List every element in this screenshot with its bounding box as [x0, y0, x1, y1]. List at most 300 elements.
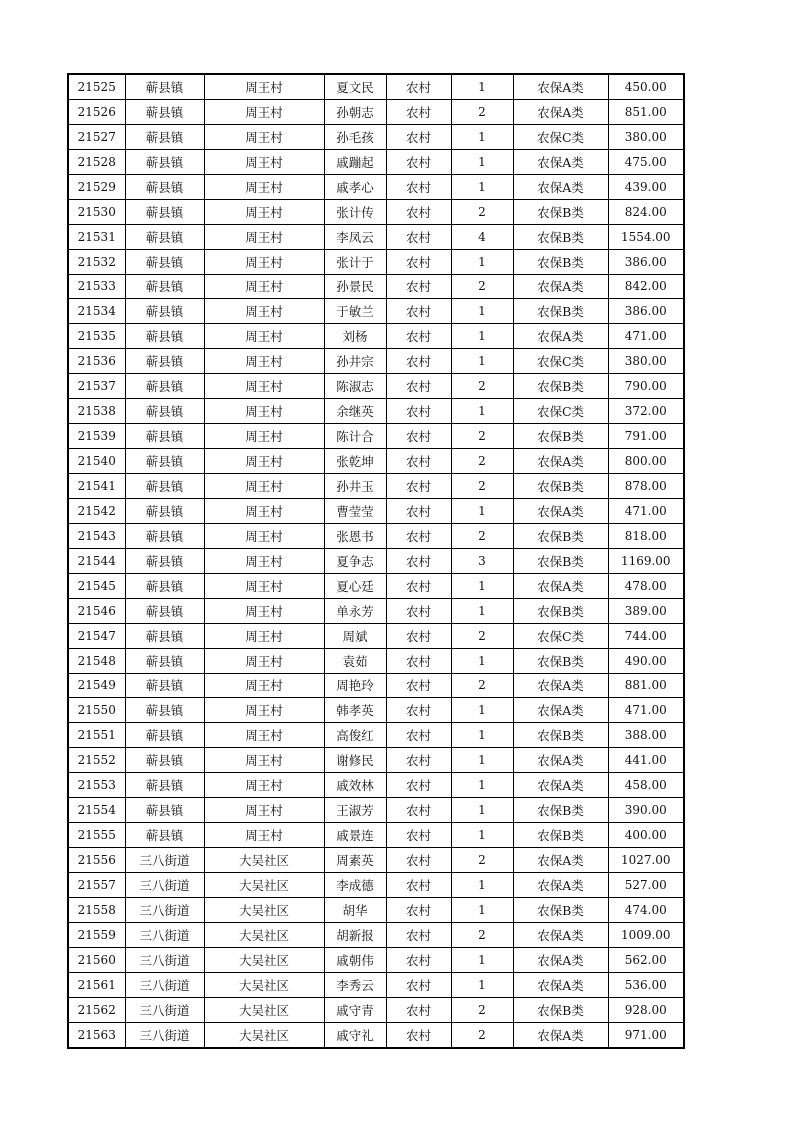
member-count-cell: 2 — [451, 374, 513, 399]
row-id-cell: 21557 — [68, 873, 125, 898]
household-type-cell: 农村 — [386, 199, 451, 224]
member-count-cell: 1 — [451, 698, 513, 723]
household-type-cell: 农村 — [386, 99, 451, 124]
member-count-cell: 2 — [451, 424, 513, 449]
amount-cell: 1554.00 — [608, 224, 684, 249]
village-cell: 周王村 — [204, 324, 324, 349]
table-row — [68, 474, 684, 499]
row-id-cell: 21555 — [68, 823, 125, 848]
village-cell: 周王村 — [204, 424, 324, 449]
person-name-cell: 张计于 — [324, 249, 386, 274]
person-name-cell: 于敏兰 — [324, 299, 386, 324]
person-name-cell: 李凤云 — [324, 224, 386, 249]
row-id-cell: 21553 — [68, 773, 125, 798]
table-row — [68, 598, 684, 623]
member-count-cell: 1 — [451, 773, 513, 798]
insurance-category-cell: 农保A类 — [513, 848, 608, 873]
insurance-category-cell: 农保A类 — [513, 149, 608, 174]
person-name-cell: 胡新报 — [324, 922, 386, 947]
member-count-cell: 1 — [451, 897, 513, 922]
amount-cell: 372.00 — [608, 399, 684, 424]
household-type-cell: 农村 — [386, 274, 451, 299]
insurance-category-cell: 农保A类 — [513, 274, 608, 299]
member-count-cell: 2 — [451, 922, 513, 947]
household-type-cell: 农村 — [386, 798, 451, 823]
member-count-cell: 2 — [451, 274, 513, 299]
person-name-cell: 单永芳 — [324, 598, 386, 623]
town-cell: 蕲县镇 — [125, 723, 204, 748]
insurance-category-cell: 农保A类 — [513, 773, 608, 798]
amount-cell: 471.00 — [608, 498, 684, 523]
person-name-cell: 孙井玉 — [324, 474, 386, 499]
amount-cell: 800.00 — [608, 449, 684, 474]
town-cell: 蕲县镇 — [125, 199, 204, 224]
person-name-cell: 陈计合 — [324, 424, 386, 449]
insurance-category-cell: 农保B类 — [513, 299, 608, 324]
household-type-cell: 农村 — [386, 174, 451, 199]
member-count-cell: 2 — [451, 1022, 513, 1047]
table-row — [68, 698, 684, 723]
member-count-cell: 1 — [451, 349, 513, 374]
person-name-cell: 孙毛孩 — [324, 124, 386, 149]
household-type-cell: 农村 — [386, 498, 451, 523]
village-cell: 大吴社区 — [204, 1022, 324, 1047]
person-name-cell: 周艳玲 — [324, 673, 386, 698]
table-row — [68, 299, 684, 324]
table-row — [68, 374, 684, 399]
town-cell: 蕲县镇 — [125, 573, 204, 598]
household-type-cell: 农村 — [386, 249, 451, 274]
row-id-cell: 21551 — [68, 723, 125, 748]
person-name-cell: 戚蹦起 — [324, 149, 386, 174]
insurance-category-cell: 农保B类 — [513, 374, 608, 399]
household-type-cell: 农村 — [386, 149, 451, 174]
table-row — [68, 848, 684, 873]
village-cell: 周王村 — [204, 648, 324, 673]
household-type-cell: 农村 — [386, 623, 451, 648]
household-type-cell: 农村 — [386, 972, 451, 997]
table-row — [68, 174, 684, 199]
table-row — [68, 997, 684, 1022]
insurance-category-cell: 农保B类 — [513, 648, 608, 673]
village-cell: 周王村 — [204, 99, 324, 124]
household-type-cell: 农村 — [386, 374, 451, 399]
row-id-cell: 21552 — [68, 748, 125, 773]
table-row — [68, 449, 684, 474]
member-count-cell: 1 — [451, 823, 513, 848]
household-type-cell: 农村 — [386, 823, 451, 848]
village-cell: 周王村 — [204, 798, 324, 823]
insurance-category-cell: 农保B类 — [513, 224, 608, 249]
village-cell: 周王村 — [204, 698, 324, 723]
town-cell: 三八街道 — [125, 922, 204, 947]
amount-cell: 562.00 — [608, 947, 684, 972]
amount-cell: 441.00 — [608, 748, 684, 773]
member-count-cell: 1 — [451, 324, 513, 349]
village-cell: 周王村 — [204, 374, 324, 399]
town-cell: 三八街道 — [125, 873, 204, 898]
insurance-category-cell: 农保A类 — [513, 698, 608, 723]
table-row — [68, 947, 684, 972]
amount-cell: 818.00 — [608, 523, 684, 548]
household-type-cell: 农村 — [386, 922, 451, 947]
table-row — [68, 823, 684, 848]
amount-cell: 400.00 — [608, 823, 684, 848]
village-cell: 周王村 — [204, 598, 324, 623]
person-name-cell: 余继英 — [324, 399, 386, 424]
row-id-cell: 21533 — [68, 274, 125, 299]
village-cell: 周王村 — [204, 723, 324, 748]
member-count-cell: 3 — [451, 548, 513, 573]
records-table — [67, 73, 685, 1049]
town-cell: 三八街道 — [125, 947, 204, 972]
insurance-category-cell: 农保B类 — [513, 997, 608, 1022]
village-cell: 周王村 — [204, 498, 324, 523]
member-count-cell: 1 — [451, 149, 513, 174]
village-cell: 大吴社区 — [204, 873, 324, 898]
table-body — [68, 74, 684, 1048]
village-cell: 周王村 — [204, 349, 324, 374]
person-name-cell: 张乾坤 — [324, 449, 386, 474]
village-cell: 大吴社区 — [204, 897, 324, 922]
amount-cell: 389.00 — [608, 598, 684, 623]
town-cell: 蕲县镇 — [125, 149, 204, 174]
person-name-cell: 夏争志 — [324, 548, 386, 573]
village-cell: 周王村 — [204, 249, 324, 274]
amount-cell: 536.00 — [608, 972, 684, 997]
town-cell: 蕲县镇 — [125, 648, 204, 673]
insurance-category-cell: 农保B类 — [513, 548, 608, 573]
row-id-cell: 21547 — [68, 623, 125, 648]
household-type-cell: 农村 — [386, 947, 451, 972]
town-cell: 蕲县镇 — [125, 74, 204, 99]
village-cell: 大吴社区 — [204, 997, 324, 1022]
amount-cell: 881.00 — [608, 673, 684, 698]
household-type-cell: 农村 — [386, 1022, 451, 1047]
town-cell: 蕲县镇 — [125, 399, 204, 424]
village-cell: 周王村 — [204, 773, 324, 798]
household-type-cell: 农村 — [386, 474, 451, 499]
household-type-cell: 农村 — [386, 324, 451, 349]
town-cell: 三八街道 — [125, 848, 204, 873]
household-type-cell: 农村 — [386, 399, 451, 424]
row-id-cell: 21537 — [68, 374, 125, 399]
amount-cell: 790.00 — [608, 374, 684, 399]
row-id-cell: 21545 — [68, 573, 125, 598]
village-cell: 大吴社区 — [204, 972, 324, 997]
table-row — [68, 99, 684, 124]
village-cell: 周王村 — [204, 573, 324, 598]
town-cell: 蕲县镇 — [125, 249, 204, 274]
member-count-cell: 1 — [451, 798, 513, 823]
row-id-cell: 21525 — [68, 74, 125, 99]
town-cell: 蕲县镇 — [125, 299, 204, 324]
household-type-cell: 农村 — [386, 848, 451, 873]
member-count-cell: 2 — [451, 848, 513, 873]
town-cell: 蕲县镇 — [125, 823, 204, 848]
member-count-cell: 1 — [451, 573, 513, 598]
row-id-cell: 21541 — [68, 474, 125, 499]
table-row — [68, 199, 684, 224]
village-cell: 周王村 — [204, 548, 324, 573]
household-type-cell: 农村 — [386, 349, 451, 374]
table-row — [68, 498, 684, 523]
amount-cell: 478.00 — [608, 573, 684, 598]
household-type-cell: 农村 — [386, 773, 451, 798]
row-id-cell: 21560 — [68, 947, 125, 972]
person-name-cell: 戚孝心 — [324, 174, 386, 199]
village-cell: 周王村 — [204, 74, 324, 99]
town-cell: 三八街道 — [125, 997, 204, 1022]
town-cell: 蕲县镇 — [125, 124, 204, 149]
person-name-cell: 孙景民 — [324, 274, 386, 299]
row-id-cell: 21542 — [68, 498, 125, 523]
household-type-cell: 农村 — [386, 299, 451, 324]
amount-cell: 878.00 — [608, 474, 684, 499]
amount-cell: 475.00 — [608, 149, 684, 174]
village-cell: 周王村 — [204, 748, 324, 773]
village-cell: 周王村 — [204, 149, 324, 174]
insurance-category-cell: 农保B类 — [513, 199, 608, 224]
table-row — [68, 224, 684, 249]
town-cell: 蕲县镇 — [125, 748, 204, 773]
insurance-category-cell: 农保A类 — [513, 573, 608, 598]
row-id-cell: 21543 — [68, 523, 125, 548]
member-count-cell: 4 — [451, 224, 513, 249]
village-cell: 周王村 — [204, 199, 324, 224]
person-name-cell: 孙井宗 — [324, 349, 386, 374]
person-name-cell: 袁茹 — [324, 648, 386, 673]
household-type-cell: 农村 — [386, 648, 451, 673]
village-cell: 周王村 — [204, 673, 324, 698]
town-cell: 蕲县镇 — [125, 224, 204, 249]
row-id-cell: 21536 — [68, 349, 125, 374]
household-type-cell: 农村 — [386, 673, 451, 698]
person-name-cell: 刘杨 — [324, 324, 386, 349]
insurance-category-cell: 农保B类 — [513, 723, 608, 748]
insurance-category-cell: 农保A类 — [513, 74, 608, 99]
insurance-category-cell: 农保B类 — [513, 523, 608, 548]
household-type-cell: 农村 — [386, 873, 451, 898]
amount-cell: 928.00 — [608, 997, 684, 1022]
town-cell: 三八街道 — [125, 972, 204, 997]
insurance-category-cell: 农保A类 — [513, 324, 608, 349]
amount-cell: 527.00 — [608, 873, 684, 898]
member-count-cell: 2 — [451, 523, 513, 548]
person-name-cell: 戚守礼 — [324, 1022, 386, 1047]
village-cell: 周王村 — [204, 399, 324, 424]
person-name-cell: 谢修民 — [324, 748, 386, 773]
member-count-cell: 2 — [451, 673, 513, 698]
table-row — [68, 648, 684, 673]
insurance-category-cell: 农保A类 — [513, 972, 608, 997]
village-cell: 周王村 — [204, 274, 324, 299]
town-cell: 蕲县镇 — [125, 324, 204, 349]
town-cell: 蕲县镇 — [125, 498, 204, 523]
amount-cell: 1009.00 — [608, 922, 684, 947]
amount-cell: 380.00 — [608, 349, 684, 374]
insurance-category-cell: 农保B类 — [513, 897, 608, 922]
table-row — [68, 623, 684, 648]
town-cell: 蕲县镇 — [125, 798, 204, 823]
member-count-cell: 1 — [451, 748, 513, 773]
village-cell: 大吴社区 — [204, 848, 324, 873]
person-name-cell: 曹莹莹 — [324, 498, 386, 523]
table-row — [68, 673, 684, 698]
insurance-category-cell: 农保A类 — [513, 498, 608, 523]
amount-cell: 380.00 — [608, 124, 684, 149]
town-cell: 蕲县镇 — [125, 773, 204, 798]
member-count-cell: 2 — [451, 623, 513, 648]
table-row — [68, 548, 684, 573]
member-count-cell: 1 — [451, 174, 513, 199]
person-name-cell: 张恩书 — [324, 523, 386, 548]
village-cell: 大吴社区 — [204, 922, 324, 947]
row-id-cell: 21563 — [68, 1022, 125, 1047]
table-row — [68, 922, 684, 947]
amount-cell: 824.00 — [608, 199, 684, 224]
household-type-cell: 农村 — [386, 424, 451, 449]
row-id-cell: 21538 — [68, 399, 125, 424]
town-cell: 蕲县镇 — [125, 548, 204, 573]
insurance-category-cell: 农保C类 — [513, 124, 608, 149]
town-cell: 蕲县镇 — [125, 598, 204, 623]
row-id-cell: 21526 — [68, 99, 125, 124]
town-cell: 蕲县镇 — [125, 374, 204, 399]
member-count-cell: 1 — [451, 498, 513, 523]
person-name-cell: 戚景连 — [324, 823, 386, 848]
insurance-category-cell: 农保B类 — [513, 249, 608, 274]
row-id-cell: 21535 — [68, 324, 125, 349]
table-row — [68, 74, 684, 99]
person-name-cell: 戚效林 — [324, 773, 386, 798]
household-type-cell: 农村 — [386, 224, 451, 249]
town-cell: 蕲县镇 — [125, 474, 204, 499]
row-id-cell: 21556 — [68, 848, 125, 873]
amount-cell: 842.00 — [608, 274, 684, 299]
row-id-cell: 21561 — [68, 972, 125, 997]
insurance-category-cell: 农保A类 — [513, 922, 608, 947]
town-cell: 蕲县镇 — [125, 99, 204, 124]
amount-cell: 439.00 — [608, 174, 684, 199]
person-name-cell: 韩孝英 — [324, 698, 386, 723]
row-id-cell: 21554 — [68, 798, 125, 823]
table-row — [68, 723, 684, 748]
household-type-cell: 农村 — [386, 74, 451, 99]
member-count-cell: 2 — [451, 99, 513, 124]
village-cell: 周王村 — [204, 299, 324, 324]
person-name-cell: 李成德 — [324, 873, 386, 898]
row-id-cell: 21539 — [68, 424, 125, 449]
person-name-cell: 李秀云 — [324, 972, 386, 997]
town-cell: 蕲县镇 — [125, 424, 204, 449]
household-type-cell: 农村 — [386, 598, 451, 623]
household-type-cell: 农村 — [386, 523, 451, 548]
insurance-category-cell: 农保B类 — [513, 474, 608, 499]
row-id-cell: 21558 — [68, 897, 125, 922]
member-count-cell: 2 — [451, 997, 513, 1022]
insurance-category-cell: 农保A类 — [513, 873, 608, 898]
village-cell: 周王村 — [204, 449, 324, 474]
household-type-cell: 农村 — [386, 748, 451, 773]
town-cell: 蕲县镇 — [125, 174, 204, 199]
row-id-cell: 21550 — [68, 698, 125, 723]
amount-cell: 971.00 — [608, 1022, 684, 1047]
town-cell: 蕲县镇 — [125, 673, 204, 698]
table-row — [68, 972, 684, 997]
amount-cell: 1169.00 — [608, 548, 684, 573]
table-row — [68, 149, 684, 174]
amount-cell: 450.00 — [608, 74, 684, 99]
village-cell: 周王村 — [204, 523, 324, 548]
row-id-cell: 21540 — [68, 449, 125, 474]
insurance-category-cell: 农保A类 — [513, 174, 608, 199]
member-count-cell: 2 — [451, 199, 513, 224]
town-cell: 蕲县镇 — [125, 274, 204, 299]
member-count-cell: 2 — [451, 449, 513, 474]
person-name-cell: 胡华 — [324, 897, 386, 922]
table-row — [68, 274, 684, 299]
insurance-category-cell: 农保A类 — [513, 748, 608, 773]
insurance-category-cell: 农保A类 — [513, 449, 608, 474]
table-row — [68, 424, 684, 449]
amount-cell: 474.00 — [608, 897, 684, 922]
person-name-cell: 陈淑志 — [324, 374, 386, 399]
table-row — [68, 873, 684, 898]
household-type-cell: 农村 — [386, 897, 451, 922]
amount-cell: 791.00 — [608, 424, 684, 449]
town-cell: 蕲县镇 — [125, 523, 204, 548]
member-count-cell: 1 — [451, 299, 513, 324]
insurance-category-cell: 农保B类 — [513, 798, 608, 823]
person-name-cell: 戚朝伟 — [324, 947, 386, 972]
amount-cell: 386.00 — [608, 249, 684, 274]
amount-cell: 390.00 — [608, 798, 684, 823]
row-id-cell: 21534 — [68, 299, 125, 324]
town-cell: 三八街道 — [125, 897, 204, 922]
person-name-cell: 高俊红 — [324, 723, 386, 748]
row-id-cell: 21549 — [68, 673, 125, 698]
amount-cell: 744.00 — [608, 623, 684, 648]
row-id-cell: 21559 — [68, 922, 125, 947]
insurance-category-cell: 农保A类 — [513, 99, 608, 124]
insurance-category-cell: 农保C类 — [513, 623, 608, 648]
town-cell: 蕲县镇 — [125, 623, 204, 648]
person-name-cell: 夏心廷 — [324, 573, 386, 598]
household-type-cell: 农村 — [386, 548, 451, 573]
person-name-cell: 戚守青 — [324, 997, 386, 1022]
insurance-category-cell: 农保B类 — [513, 598, 608, 623]
table-row — [68, 249, 684, 274]
amount-cell: 851.00 — [608, 99, 684, 124]
row-id-cell: 21546 — [68, 598, 125, 623]
row-id-cell: 21529 — [68, 174, 125, 199]
table-row — [68, 798, 684, 823]
table-row — [68, 324, 684, 349]
member-count-cell: 1 — [451, 648, 513, 673]
member-count-cell: 2 — [451, 474, 513, 499]
village-cell: 周王村 — [204, 823, 324, 848]
member-count-cell: 1 — [451, 947, 513, 972]
row-id-cell: 21527 — [68, 124, 125, 149]
row-id-cell: 21531 — [68, 224, 125, 249]
household-type-cell: 农村 — [386, 573, 451, 598]
row-id-cell: 21530 — [68, 199, 125, 224]
village-cell: 周王村 — [204, 474, 324, 499]
table-row — [68, 124, 684, 149]
person-name-cell: 孙朝志 — [324, 99, 386, 124]
person-name-cell: 张计传 — [324, 199, 386, 224]
